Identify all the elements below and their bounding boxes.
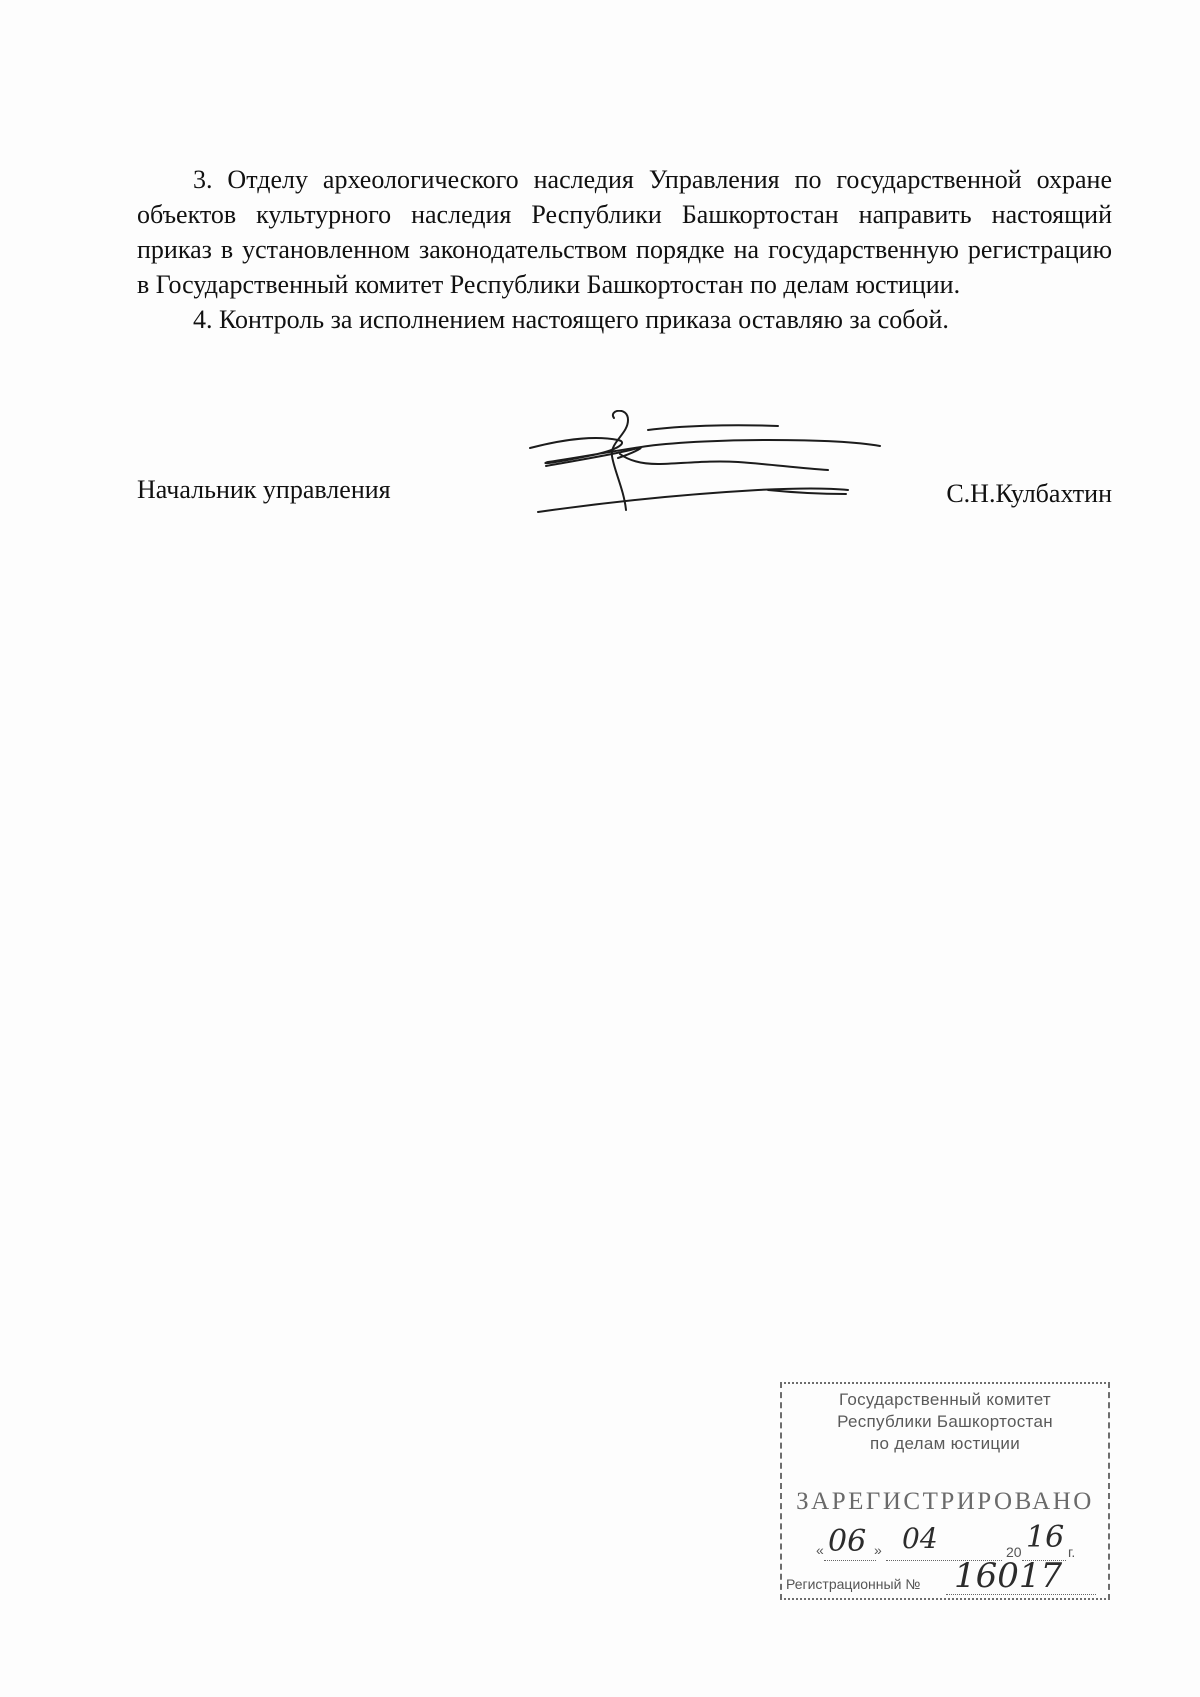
signatory-name: С.Н.Кулбахтин [946, 479, 1112, 508]
stamp-quote-open: « [816, 1542, 824, 1558]
stamp-quote-close: » [874, 1542, 882, 1558]
stamp-authority-line-3: по делам юстиции [869, 1434, 1021, 1453]
handwritten-signature [528, 410, 918, 520]
registration-stamp [780, 1382, 1110, 1600]
stamp-registered-title: ЗАРЕГИСТРИРОВАНО [796, 1488, 1094, 1515]
signatory-position: Начальник управления [137, 475, 391, 504]
stamp-reg-label: Регистрационный № [786, 1576, 921, 1592]
stamp-reg-underline [946, 1594, 1096, 1595]
stamp-year-prefix: 20 [1006, 1544, 1022, 1560]
paragraph-3: 3. Отделу археологического наследия Управления по государственной охране объектов культурного наследия Республики Башкортостан направить настоящий приказ в установленном законодательством порядке на государственную регистрацию в Государственный комитет Республики Башкортостан по делам юстиции. [137, 165, 1112, 299]
stamp-authority-line-1: Государственный комитет [838, 1390, 1052, 1409]
stamp-year-unit: г. [1068, 1544, 1076, 1560]
stamp-authority-line-2: Республики Башкортостан [837, 1412, 1053, 1431]
paragraph-4: 4. Контроль за исполнением настоящего приказа оставляю за собой. [193, 305, 949, 334]
stamp-day: 06 [828, 1524, 867, 1559]
stamp-registration-number [786, 1556, 1106, 1598]
stamp-month: 04 [902, 1522, 938, 1555]
stamp-year-suffix: 16 [1026, 1520, 1065, 1555]
stamp-reg-number: 16017 [954, 1556, 1063, 1596]
stamp-day-underline [824, 1560, 876, 1561]
document-body [137, 162, 1112, 337]
